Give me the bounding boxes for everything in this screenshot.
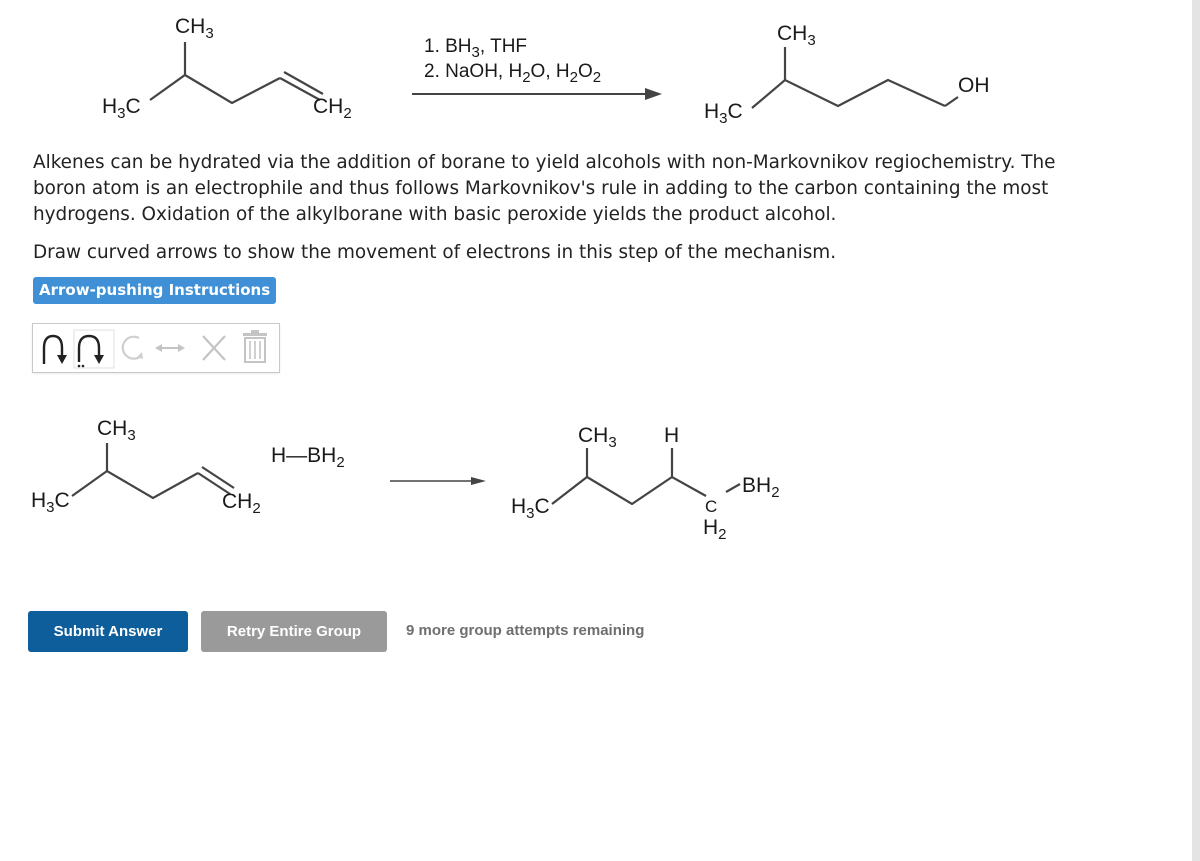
resonance-arrow-tool[interactable] <box>151 324 191 372</box>
reactant-methyl-top: $CH_3$ <box>175 15 214 42</box>
mechanism-reactant-terminal-ch2: $CH_2$ <box>222 490 261 517</box>
mechanism-product-methyl-top: $CH_3$ <box>578 424 617 451</box>
mechanism-borane[interactable]: $H—BH_2$ <box>271 444 345 471</box>
trash-icon <box>238 324 272 372</box>
mechanism-arrow-head <box>471 477 486 485</box>
paragraph-line: boron atom is an electrophile and thus follows Markovnikov's rule in adding to the carbon containing the most <box>33 178 1049 199</box>
mechanism-product-boryl: $BH_2$ <box>742 474 780 501</box>
conditions-step2: 2. NaOH, $H_2O$, $H_2O_2$ <box>424 61 602 86</box>
mechanism-product-carbon-h: $H_2$ <box>703 516 727 543</box>
paragraph-line: Alkenes can be hydrated via the addition of borane to yield alcohols with non-Markovnikov regiochemistry. The <box>33 152 1056 173</box>
retry-entire-group-button[interactable]: Retry Entire Group <box>201 611 387 652</box>
ring-arrow-tool[interactable] <box>117 324 151 372</box>
question-paragraph <box>33 150 1153 228</box>
conditions-step1: 1. $BH_3$, THF <box>424 36 528 61</box>
arrow-pushing-instructions-button[interactable]: Arrow-pushing Instructions <box>33 277 276 304</box>
mechanism-reactant-methyl-left: $H_3C$ <box>31 489 70 516</box>
delete-tool[interactable] <box>197 324 231 372</box>
attempts-remaining-text: 9 more group attempts remaining <box>406 622 645 639</box>
close-icon <box>197 324 231 372</box>
resonance-arrow-icon <box>151 324 191 372</box>
reaction-scheme <box>0 0 1200 140</box>
curved-arrow-lone-pair-tool[interactable] <box>73 324 115 372</box>
reaction-arrow-head <box>645 88 662 100</box>
reactant-terminal-ch2: $CH_2$ <box>313 95 352 122</box>
reactant-methyl-left: $H_3C$ <box>102 95 141 122</box>
mechanism-product-carbon: C <box>705 497 718 516</box>
instruction-text: Draw curved arrows to show the movement of electrons in this step of the mechanism. <box>33 242 837 263</box>
trash-tool[interactable] <box>238 324 272 372</box>
product-methyl-left: $H_3C$ <box>704 100 743 127</box>
mechanism-product-hydrogen: H <box>664 424 680 447</box>
curved-arrow-lone-pair-icon <box>73 324 115 372</box>
product-hydroxyl: OH <box>958 74 990 97</box>
curved-arrow-single-tool[interactable] <box>39 324 73 372</box>
ring-arrow-icon <box>117 324 151 372</box>
mechanism-reactant-methyl-top: $CH_3$ <box>97 417 136 444</box>
paragraph-line: hydrogens. Oxidation of the alkylborane with basic peroxide yields the product alcohol. <box>33 204 837 225</box>
product-methyl-top: $CH_3$ <box>777 22 816 49</box>
page-scrollbar[interactable] <box>1192 0 1200 861</box>
mechanism-canvas[interactable] <box>0 400 1200 560</box>
mechanism-product-methyl-left: $H_3C$ <box>511 495 550 522</box>
curved-arrow-single-icon <box>39 324 73 372</box>
submit-answer-button[interactable]: Submit Answer <box>28 611 188 652</box>
drawing-toolbar <box>32 323 280 373</box>
